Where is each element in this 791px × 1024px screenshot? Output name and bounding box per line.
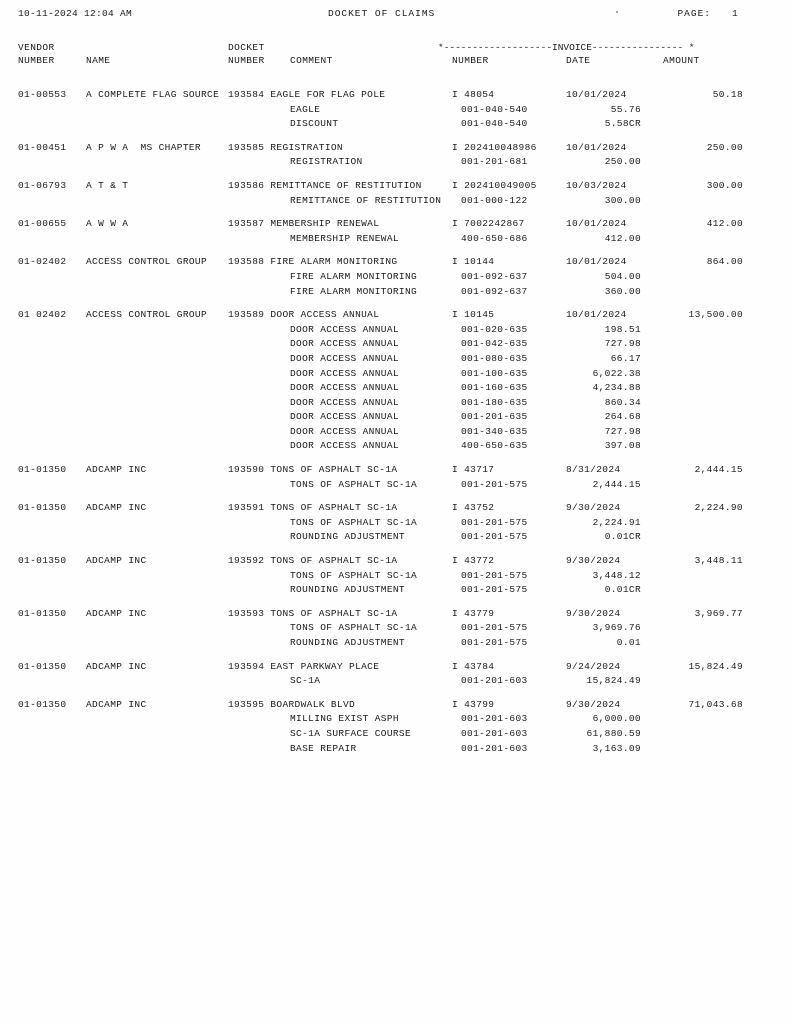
claim-detail-row — [18, 478, 773, 493]
vendor-number: 01-00655 — [18, 218, 67, 230]
detail-account: 400-650-635 — [461, 440, 528, 452]
vendor-name: ADCAMP INC — [86, 698, 147, 710]
vendor-name: A COMPLETE FLAG SOURCE — [86, 89, 220, 100]
invoice-date: 8/31/2024 — [566, 464, 621, 476]
detail-comment: ROUNDING ADJUSTMENT — [290, 637, 405, 648]
detail-amount: 6,000.00 — [592, 713, 641, 725]
claim-detail-row — [18, 583, 773, 598]
claim-detail-row — [18, 439, 773, 454]
claim-detail-row — [18, 337, 773, 352]
detail-comment: EAGLE — [290, 103, 321, 115]
vendor-number: 01-01350 — [18, 607, 67, 619]
claim-entry — [18, 554, 773, 598]
report-title: DOCKET OF CLAIMS — [328, 8, 436, 19]
detail-amount: 2,224.91 — [592, 516, 641, 528]
column-header-invoice-date: DATE — [566, 55, 591, 66]
invoice-total: 13,500.00 — [688, 309, 743, 321]
claim-header-row — [18, 607, 773, 622]
page-number: 1 — [731, 8, 738, 19]
invoice-number: I 43799 — [452, 698, 495, 710]
vendor-name: ADCAMP INC — [86, 502, 147, 514]
report-timestamp: 10-11-2024 12:04 AM — [18, 8, 133, 19]
detail-amount: 55.76 — [610, 103, 641, 115]
invoice-total: 300.00 — [706, 179, 743, 191]
vendor-name: ADCAMP INC — [86, 607, 147, 619]
detail-account: 001-080-635 — [461, 352, 528, 364]
detail-account: 400-650-686 — [461, 232, 528, 244]
invoice-total: 2,444.15 — [694, 464, 743, 476]
detail-amount: 198.51 — [604, 323, 641, 335]
detail-comment: ROUNDING ADJUSTMENT — [290, 584, 405, 596]
claim-header-row — [18, 308, 773, 323]
claim-detail-row — [18, 285, 773, 300]
detail-comment: SC-1A SURFACE COURSE — [290, 727, 412, 739]
detail-amount: 4,234.88 — [592, 382, 641, 394]
invoice-date: 9/24/2024 — [566, 660, 621, 672]
detail-account: 001-340-635 — [461, 425, 528, 437]
column-header-name: NAME — [86, 55, 111, 66]
detail-account: 001-092-637 — [461, 270, 528, 282]
detail-amount: 66.17 — [610, 352, 641, 364]
detail-account: 001-160-635 — [461, 382, 528, 394]
claim-detail-row — [18, 270, 773, 285]
claim-detail-row — [18, 530, 773, 545]
detail-account: 001-000-122 — [461, 194, 528, 206]
claim-detail-row — [18, 117, 773, 132]
column-header-vendor: VENDOR — [18, 42, 55, 53]
invoice-number: I 43784 — [452, 660, 495, 672]
vendor-number: 01 02402 — [18, 309, 67, 321]
column-header-docket-number: NUMBER — [228, 55, 265, 66]
claim-detail-row — [18, 232, 773, 247]
docket-number: 193588 FIRE ALARM MONITORING — [228, 256, 398, 268]
vendor-number: 01-02402 — [18, 256, 67, 268]
invoice-total: 71,043.68 — [688, 698, 743, 710]
vendor-number: 01-01350 — [18, 464, 67, 476]
claim-detail-row — [18, 367, 773, 382]
claim-entry — [18, 88, 773, 132]
detail-comment: BASE REPAIR — [290, 742, 357, 754]
docket-number: 193594 EAST PARKWAY PLACE — [228, 660, 380, 672]
detail-amount: 3,163.09 — [592, 742, 641, 754]
detail-amount: 0.01CR — [604, 531, 641, 543]
vendor-name: A T & T — [86, 179, 129, 191]
docket-number: 193584 EAGLE FOR FLAG POLE — [228, 89, 386, 100]
detail-comment: DOOR ACCESS ANNUAL — [290, 425, 399, 437]
detail-comment: MEMBERSHIP RENEWAL — [290, 232, 399, 244]
claim-detail-row — [18, 742, 773, 757]
detail-comment: DISCOUNT — [290, 118, 339, 130]
invoice-date: 9/30/2024 — [566, 607, 621, 619]
detail-account: 001-201-575 — [461, 584, 528, 596]
detail-comment: SC-1A — [290, 675, 321, 687]
invoice-total: 412.00 — [706, 218, 743, 230]
claim-entry — [18, 141, 773, 170]
claim-entry — [18, 607, 773, 651]
claim-header-row — [18, 660, 773, 675]
claim-detail-row — [18, 727, 773, 742]
vendor-number: 01-01350 — [18, 555, 67, 567]
invoice-number: I 43772 — [452, 555, 495, 567]
detail-amount: 2,444.15 — [592, 478, 641, 490]
claim-detail-row — [18, 516, 773, 531]
vendor-number: 01-01350 — [18, 660, 67, 672]
detail-amount: 6,022.38 — [592, 367, 641, 379]
detail-amount: 727.98 — [604, 338, 641, 350]
claim-header-row — [18, 141, 773, 156]
invoice-number: I 43752 — [452, 502, 495, 514]
vendor-name: ADCAMP INC — [86, 555, 147, 567]
page-label: PAGE: — [677, 8, 711, 19]
detail-amount: 250.00 — [604, 156, 641, 168]
detail-comment: DOOR ACCESS ANNUAL — [290, 382, 399, 394]
detail-account: 001-201-603 — [461, 727, 528, 739]
claim-detail-row — [18, 155, 773, 170]
invoice-total: 250.00 — [706, 141, 743, 153]
docket-number: 193595 BOARDWALK BLVD — [228, 698, 356, 710]
detail-account: 001-201-681 — [461, 156, 528, 168]
detail-comment: TONS OF ASPHALT SC-1A — [290, 622, 418, 634]
detail-comment: MILLING EXIST ASPH — [290, 713, 399, 725]
column-header-vendor-number: NUMBER — [18, 55, 55, 66]
detail-amount: 0.01CR — [604, 584, 641, 596]
claim-entry — [18, 217, 773, 246]
invoice-total: 3,969.77 — [694, 607, 743, 619]
detail-amount: 360.00 — [604, 285, 641, 297]
claim-detail-row — [18, 621, 773, 636]
vendor-name: ADCAMP INC — [86, 660, 147, 672]
invoice-total: 3,448.11 — [694, 555, 743, 567]
invoice-number: I 202410049005 — [452, 179, 537, 191]
vendor-number: 01-00553 — [18, 89, 67, 100]
claims-list — [18, 88, 773, 756]
detail-account: 001-040-540 — [461, 103, 528, 115]
docket-number: 193586 REMITTANCE OF RESTITUTION — [228, 179, 422, 191]
detail-amount: 3,448.12 — [592, 569, 641, 581]
claim-detail-row — [18, 636, 773, 651]
detail-account: 001-020-635 — [461, 323, 528, 335]
detail-comment: DOOR ACCESS ANNUAL — [290, 338, 399, 350]
claim-detail-row — [18, 674, 773, 689]
docket-number: 193590 TONS OF ASPHALT SC-1A — [228, 464, 398, 476]
invoice-number: I 202410048986 — [452, 141, 537, 153]
docket-number: 193591 TONS OF ASPHALT SC-1A — [228, 502, 398, 514]
claim-entry — [18, 501, 773, 545]
invoice-date: 9/30/2024 — [566, 698, 621, 710]
detail-account: 001-201-603 — [461, 742, 528, 754]
invoice-date: 10/01/2024 — [566, 89, 627, 100]
claim-header-row — [18, 698, 773, 713]
claim-detail-row — [18, 425, 773, 440]
detail-account: 001-201-575 — [461, 478, 528, 490]
detail-amount: 3,969.76 — [592, 622, 641, 634]
detail-comment: REMITTANCE OF RESTITUTION — [290, 194, 442, 206]
detail-account: 001-201-575 — [461, 569, 528, 581]
detail-account: 001-201-603 — [461, 675, 528, 687]
detail-comment: TONS OF ASPHALT SC-1A — [290, 516, 418, 528]
claim-header-row — [18, 217, 773, 232]
detail-amount: 412.00 — [604, 232, 641, 244]
docket-number: 193587 MEMBERSHIP RENEWAL — [228, 218, 380, 230]
detail-account: 001-092-637 — [461, 285, 528, 297]
claim-header-row — [18, 501, 773, 516]
detail-account: 001-201-575 — [461, 531, 528, 543]
column-header-invoice-number: NUMBER — [452, 55, 489, 66]
detail-comment: TONS OF ASPHALT SC-1A — [290, 569, 418, 581]
detail-amount: 264.68 — [604, 411, 641, 423]
detail-amount: 15,824.49 — [586, 675, 641, 687]
vendor-name: ACCESS CONTROL GROUP — [86, 309, 208, 321]
detail-comment: REGISTRATION — [290, 156, 363, 168]
docket-number: 193593 TONS OF ASPHALT SC-1A — [228, 607, 398, 619]
detail-account: 001-201-575 — [461, 516, 528, 528]
docket-number: 193589 DOOR ACCESS ANNUAL — [228, 309, 380, 321]
claim-entry — [18, 660, 773, 689]
column-header-invoice-rule: *-------------------INVOICE---------------- * — [438, 42, 695, 53]
stray-mark — [616, 11, 618, 13]
claim-detail-row — [18, 569, 773, 584]
claim-header-row — [18, 179, 773, 194]
detail-comment: TONS OF ASPHALT SC-1A — [290, 478, 418, 490]
detail-comment: DOOR ACCESS ANNUAL — [290, 352, 399, 364]
detail-comment: ROUNDING ADJUSTMENT — [290, 531, 405, 543]
claim-detail-row — [18, 323, 773, 338]
detail-comment: DOOR ACCESS ANNUAL — [290, 323, 399, 335]
claim-detail-row — [18, 194, 773, 209]
detail-comment: FIRE ALARM MONITORING — [290, 270, 418, 282]
claim-entry — [18, 179, 773, 208]
invoice-date: 10/03/2024 — [566, 179, 627, 191]
detail-account: 001-100-635 — [461, 367, 528, 379]
vendor-name: A P W A MS CHAPTER — [86, 141, 201, 153]
claim-detail-row — [18, 381, 773, 396]
vendor-name: ACCESS CONTROL GROUP — [86, 256, 208, 268]
claim-detail-row — [18, 410, 773, 425]
detail-amount: 860.34 — [604, 396, 641, 408]
vendor-name: A W W A — [86, 218, 129, 230]
invoice-number: I 43779 — [452, 607, 495, 619]
claim-header-row — [18, 554, 773, 569]
docket-number: 193585 REGISTRATION — [228, 141, 343, 153]
column-header-comment: COMMENT — [290, 55, 333, 66]
detail-amount: 61,880.59 — [586, 727, 641, 739]
vendor-number: 01-01350 — [18, 698, 67, 710]
vendor-number: 01-06793 — [18, 179, 67, 191]
vendor-number: 01-00451 — [18, 141, 67, 153]
invoice-number: I 10145 — [452, 309, 495, 321]
detail-comment: DOOR ACCESS ANNUAL — [290, 411, 399, 423]
detail-account: 001-180-635 — [461, 396, 528, 408]
invoice-total: 864.00 — [706, 256, 743, 268]
detail-amount: 397.08 — [604, 440, 641, 452]
claim-entry — [18, 255, 773, 299]
invoice-total: 2,224.90 — [694, 502, 743, 514]
detail-account: 001-201-635 — [461, 411, 528, 423]
column-header-invoice-amount: AMOUNT — [663, 55, 700, 66]
detail-account: 001-201-603 — [461, 713, 528, 725]
invoice-date: 10/01/2024 — [566, 141, 627, 153]
invoice-date: 10/01/2024 — [566, 256, 627, 268]
detail-account: 001-042-635 — [461, 338, 528, 350]
detail-account: 001-040-540 — [461, 118, 528, 130]
docket-number: 193592 TONS OF ASPHALT SC-1A — [228, 555, 398, 567]
claim-detail-row — [18, 396, 773, 411]
detail-amount: 0.01 — [616, 637, 641, 648]
detail-amount: 727.98 — [604, 425, 641, 437]
claim-header-row — [18, 88, 773, 103]
column-headers — [18, 42, 773, 82]
column-header-docket: DOCKET — [228, 42, 265, 53]
invoice-total: 15,824.49 — [688, 660, 743, 672]
invoice-date: 9/30/2024 — [566, 502, 621, 514]
detail-comment: FIRE ALARM MONITORING — [290, 285, 418, 297]
invoice-date: 10/01/2024 — [566, 218, 627, 230]
vendor-number: 01-01350 — [18, 502, 67, 514]
claim-entry — [18, 308, 773, 454]
invoice-date: 10/01/2024 — [566, 309, 627, 321]
invoice-total: 50.18 — [712, 89, 743, 100]
invoice-number: I 48054 — [452, 89, 495, 100]
claim-detail-row — [18, 712, 773, 727]
detail-amount: 504.00 — [604, 270, 641, 282]
detail-amount: 300.00 — [604, 194, 641, 206]
detail-account: 001-201-575 — [461, 622, 528, 634]
claim-header-row — [18, 255, 773, 270]
invoice-number: I 10144 — [452, 256, 495, 268]
detail-comment: DOOR ACCESS ANNUAL — [290, 396, 399, 408]
claim-header-row — [18, 463, 773, 478]
claim-detail-row — [18, 352, 773, 367]
invoice-date: 9/30/2024 — [566, 555, 621, 567]
detail-account: 001-201-575 — [461, 637, 528, 648]
detail-comment: DOOR ACCESS ANNUAL — [290, 367, 399, 379]
vendor-name: ADCAMP INC — [86, 464, 147, 476]
claim-entry — [18, 698, 773, 756]
claim-entry — [18, 463, 773, 492]
detail-comment: DOOR ACCESS ANNUAL — [290, 440, 399, 452]
report-header — [18, 8, 773, 26]
detail-amount: 5.58CR — [604, 118, 641, 130]
invoice-number: I 7002242867 — [452, 218, 525, 230]
invoice-number: I 43717 — [452, 464, 495, 476]
claim-detail-row — [18, 103, 773, 118]
